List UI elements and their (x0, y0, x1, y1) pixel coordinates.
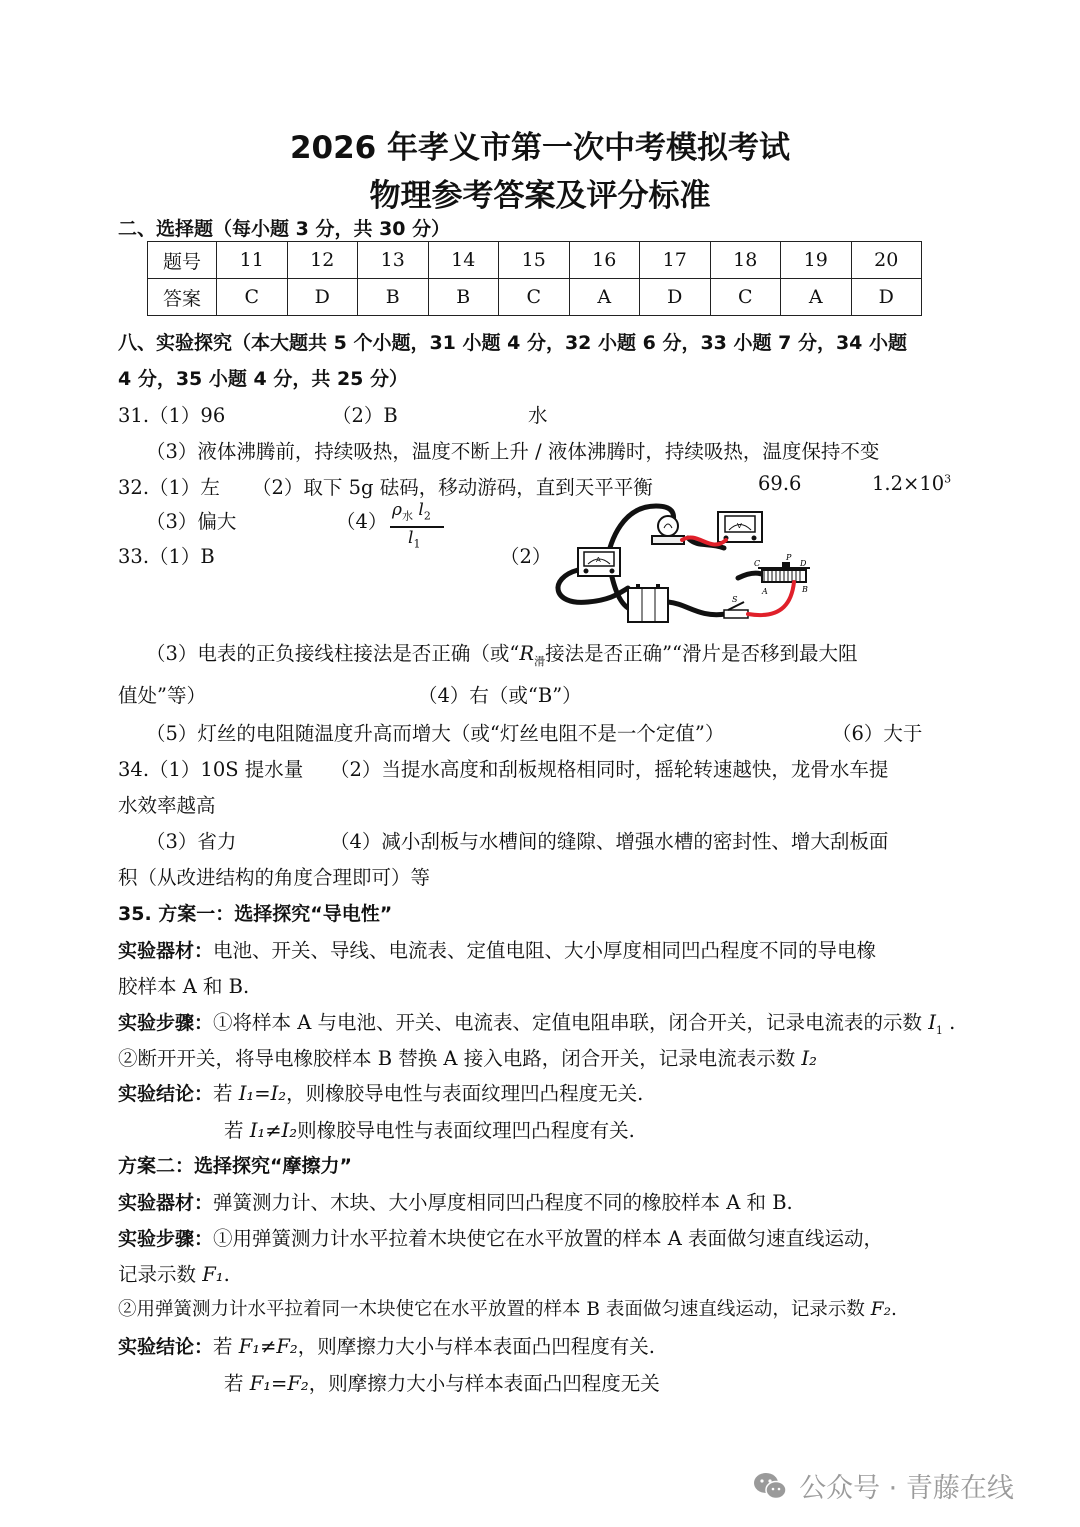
rheostat-label-c: C (754, 559, 761, 568)
page-subtitle: 物理参考答案及评分标准 (369, 178, 711, 214)
q35-plan2-title: 方案二：选择探究“摩擦力” (118, 1155, 352, 1177)
watermark-text: 公众号 · 青藤在线 (799, 1473, 1014, 1504)
table-cell: A (781, 279, 852, 316)
q32-a2: （2）取下 5g 砝码，移动游码，直到天平平衡 (252, 476, 653, 499)
table-cell: 11 (217, 242, 288, 279)
q34-a2-line2: 水效率越高 (118, 794, 216, 817)
table-cell: C (217, 279, 288, 316)
table-cell: 17 (640, 242, 711, 279)
q31-a2: （2）B (332, 404, 398, 427)
table-cell: B (428, 279, 499, 316)
q33-a5: （5）灯丝的电阻随温度升高而增大（或“灯丝电阻不是一个定值”） (146, 722, 725, 745)
wechat-icon (752, 1470, 788, 1502)
q31-a2b: 水 (528, 404, 548, 427)
lamp-icon (652, 516, 684, 544)
choice-heading: 二、选择题（每小题 3 分，共 30 分） (118, 218, 451, 240)
q31-a3: （3）液体沸腾前，持续吸热，温度不断上升 / 液体沸腾时，持续吸热，温度保持不变 (146, 440, 880, 463)
q32-density: $1.2\times 10^3$ (872, 472, 952, 495)
q33-a4: （4）右（或“B”） (418, 684, 582, 707)
table-cell: 15 (499, 242, 570, 279)
table-cell: 20 (851, 242, 922, 279)
answer-table (147, 241, 922, 316)
q35-plan1-title: 35. 方案一：选择探究“导电性” (118, 903, 393, 925)
q35-plan2-concl1: 实验结论：若 F₁≠F₂，则摩擦力大小与样本表面凸凹程度有关. (118, 1335, 655, 1358)
table-cell: D (640, 279, 711, 316)
q35-plan2-step2: ②用弹簧测力计水平拉着同一木块使它在水平放置的样本 B 表面做匀速直线运动，记录示数 F₂. (118, 1299, 897, 1320)
battery-icon (628, 584, 668, 622)
table-cell: 18 (710, 242, 781, 279)
page-title: 2026 年孝义市第一次中考模拟考试 (289, 130, 791, 166)
q34-a4-line1: （4）减小刮板与水槽间的缝隙、增强水槽的密封性、增大刮板面 (330, 830, 889, 853)
q33-a1: 33.（1）B (118, 545, 215, 568)
rheostat-label-b: B (802, 585, 808, 594)
q33-a2: （2） (500, 545, 552, 568)
q34-a2-line1: （2）当提水高度和刮板规格相同时，摇轮转速越快，龙骨水车提 (330, 758, 889, 781)
table-cell: 题号 (148, 242, 217, 279)
q31-a1: 31.（1）96 (118, 404, 226, 427)
rheostat-icon (754, 553, 810, 596)
fraction-denominator: $l_1$ (408, 528, 421, 551)
table-cell: D (287, 279, 358, 316)
table-cell: 12 (287, 242, 358, 279)
watermark (752, 1466, 1014, 1505)
q35-plan1-concl1: 实验结论：若 I₁=I₂，则橡胶导电性与表面纹理凹凸程度无关. (118, 1082, 644, 1105)
q34-a1: 34.（1）10S 提水量 (118, 758, 304, 781)
q35-plan1-step1: 实验步骤：①将样本 A 与电池、开关、电流表、定值电阻串联，闭合开关，记录电流表的示数 $I_1$ . (118, 1011, 956, 1037)
fraction-numerator: $\rho_水$ $l_2$ (392, 500, 431, 523)
ammeter-icon (578, 548, 620, 576)
ammeter-label: A (596, 556, 601, 564)
q34-a4-line2: 积（从改进结构的角度合理即可）等 (118, 866, 431, 889)
q35-plan2-step1-2: 记录示数 F₁. (118, 1263, 230, 1286)
rheostat-label-a: A (762, 587, 768, 596)
table-cell: C (499, 279, 570, 316)
q35-plan1-equip-2: 胶样本 A 和 B. (118, 975, 250, 998)
q35-plan1-concl2: 若 I₁≠I₂则橡胶导电性与表面纹理凹凸程度有关. (224, 1119, 635, 1142)
q35-plan2-equip: 实验器材：弹簧测力计、木块、大小厚度相同凹凸程度不同的橡胶样本 A 和 B. (118, 1191, 793, 1214)
circuit-diagram (548, 498, 818, 632)
table-cell: B (358, 279, 429, 316)
table-cell: D (851, 279, 922, 316)
rheostat-label-p: P (786, 553, 792, 562)
q35-plan2-step1: 实验步骤：①用弹簧测力计水平拉着木块使它在水平放置的样本 A 表面做匀速直线运动， (118, 1227, 883, 1250)
q32-a4: （4） (336, 510, 388, 533)
q32-a1: 32.（1）左 (118, 476, 220, 499)
voltmeter-label: V (737, 522, 742, 530)
q34-a3: （3）省力 (146, 830, 237, 853)
table-cell: 14 (428, 242, 499, 279)
q33-a3-line1: （3）电表的正负接线柱接法是否正确（或“$R_滑$接法是否正确”“滑片是否移到最大阻 (146, 642, 858, 668)
table-cell: 答案 (148, 279, 217, 316)
q35-plan1-step2: ②断开开关，将导电橡胶样本 B 替换 A 接入电路，闭合开关，记录电流表示数 I₂ (118, 1047, 817, 1070)
experiment-heading-1: 八、实验探究（本大题共 5 个小题，31 小题 4 分，32 小题 6 分，33 小题 7 分，34 小题 (118, 332, 908, 354)
rheostat-label-d: D (800, 559, 807, 568)
table-cell: 19 (781, 242, 852, 279)
switch-label: S (732, 595, 738, 604)
table-row (148, 279, 922, 316)
table-cell: 13 (358, 242, 429, 279)
q33-a3-line2: 值处”等） (118, 684, 206, 707)
q33-a6: （6）大于 (832, 722, 923, 745)
switch-icon (724, 595, 748, 618)
voltmeter-icon (718, 512, 762, 542)
table-cell: 16 (569, 242, 640, 279)
experiment-heading-2: 4 分，35 小题 4 分，共 25 分） (118, 368, 409, 390)
q32-value: 69.6 (758, 472, 802, 495)
table-cell: A (569, 279, 640, 316)
q35-plan1-equip: 实验器材：电池、开关、导线、电流表、定值电阻、大小厚度相同凹凸程度不同的导电橡 (118, 939, 877, 962)
q35-plan2-concl2: 若 F₁=F₂，则摩擦力大小与样本表面凸凹程度无关 (224, 1372, 660, 1395)
table-row (148, 242, 922, 279)
q32-a3: （3）偏大 (146, 510, 237, 533)
table-cell: C (710, 279, 781, 316)
